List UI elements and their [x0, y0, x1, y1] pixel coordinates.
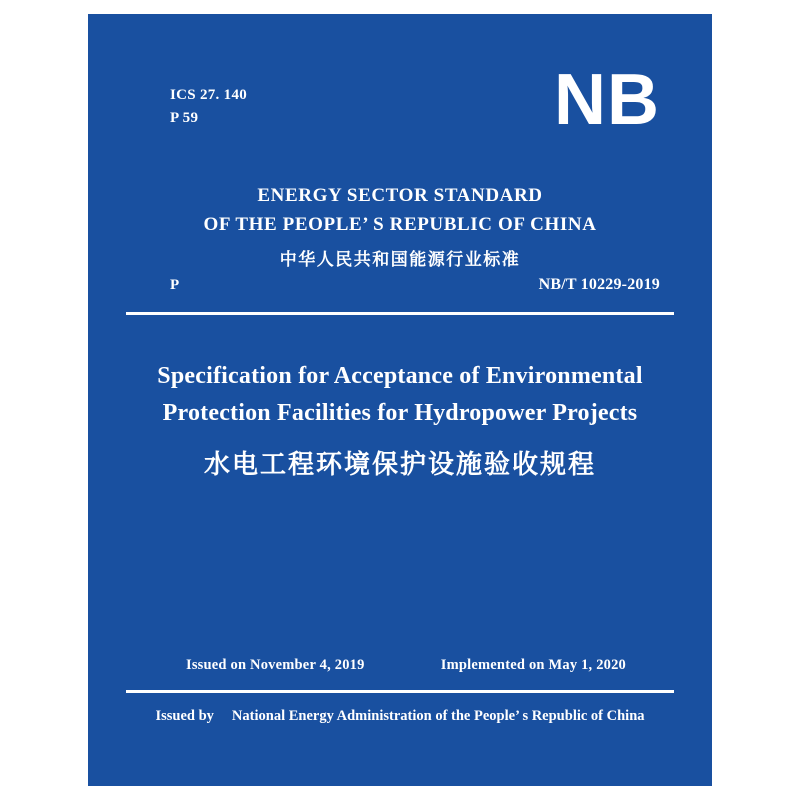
- main-title-block: [148, 358, 652, 481]
- issued-by-label: Issued by: [155, 708, 214, 724]
- standard-title-block: [88, 182, 712, 270]
- standard-title-en-line1: ENERGY SECTOR STANDARD: [257, 185, 543, 206]
- ics-number: ICS 27. 140: [170, 87, 248, 103]
- standard-number: NB/T 10229-2019: [538, 276, 660, 293]
- main-title-en-line2: Protection Facilities for Hydropower Projects: [162, 400, 638, 427]
- code-row: [170, 276, 660, 294]
- class-code: P: [170, 277, 180, 293]
- ics-block: [170, 84, 247, 131]
- standard-title-en-line2: OF THE PEOPLE’ S REPUBLIC OF CHINA: [203, 213, 597, 235]
- issuer-name: National Energy Administration of the People’ s Republic of China: [231, 708, 645, 724]
- issuer-row: [88, 707, 712, 725]
- main-title-cn: 水电工程环境保护设施验收规程: [203, 450, 596, 481]
- standard-title-cn: 中华人民共和国能源行业标准: [279, 250, 521, 270]
- classification-code: P 59: [170, 110, 199, 127]
- main-title-en-line1: Specification for Acceptance of Environmental: [157, 363, 643, 389]
- implemented-date: Implemented on May 1, 2020: [440, 657, 626, 673]
- nb-logo: NB: [554, 60, 660, 140]
- divider-top: [126, 312, 674, 315]
- dates-row: [186, 657, 626, 674]
- divider-bottom: [126, 690, 674, 693]
- standard-cover: [88, 14, 712, 786]
- issued-date: Issued on November 4, 2019: [186, 657, 365, 673]
